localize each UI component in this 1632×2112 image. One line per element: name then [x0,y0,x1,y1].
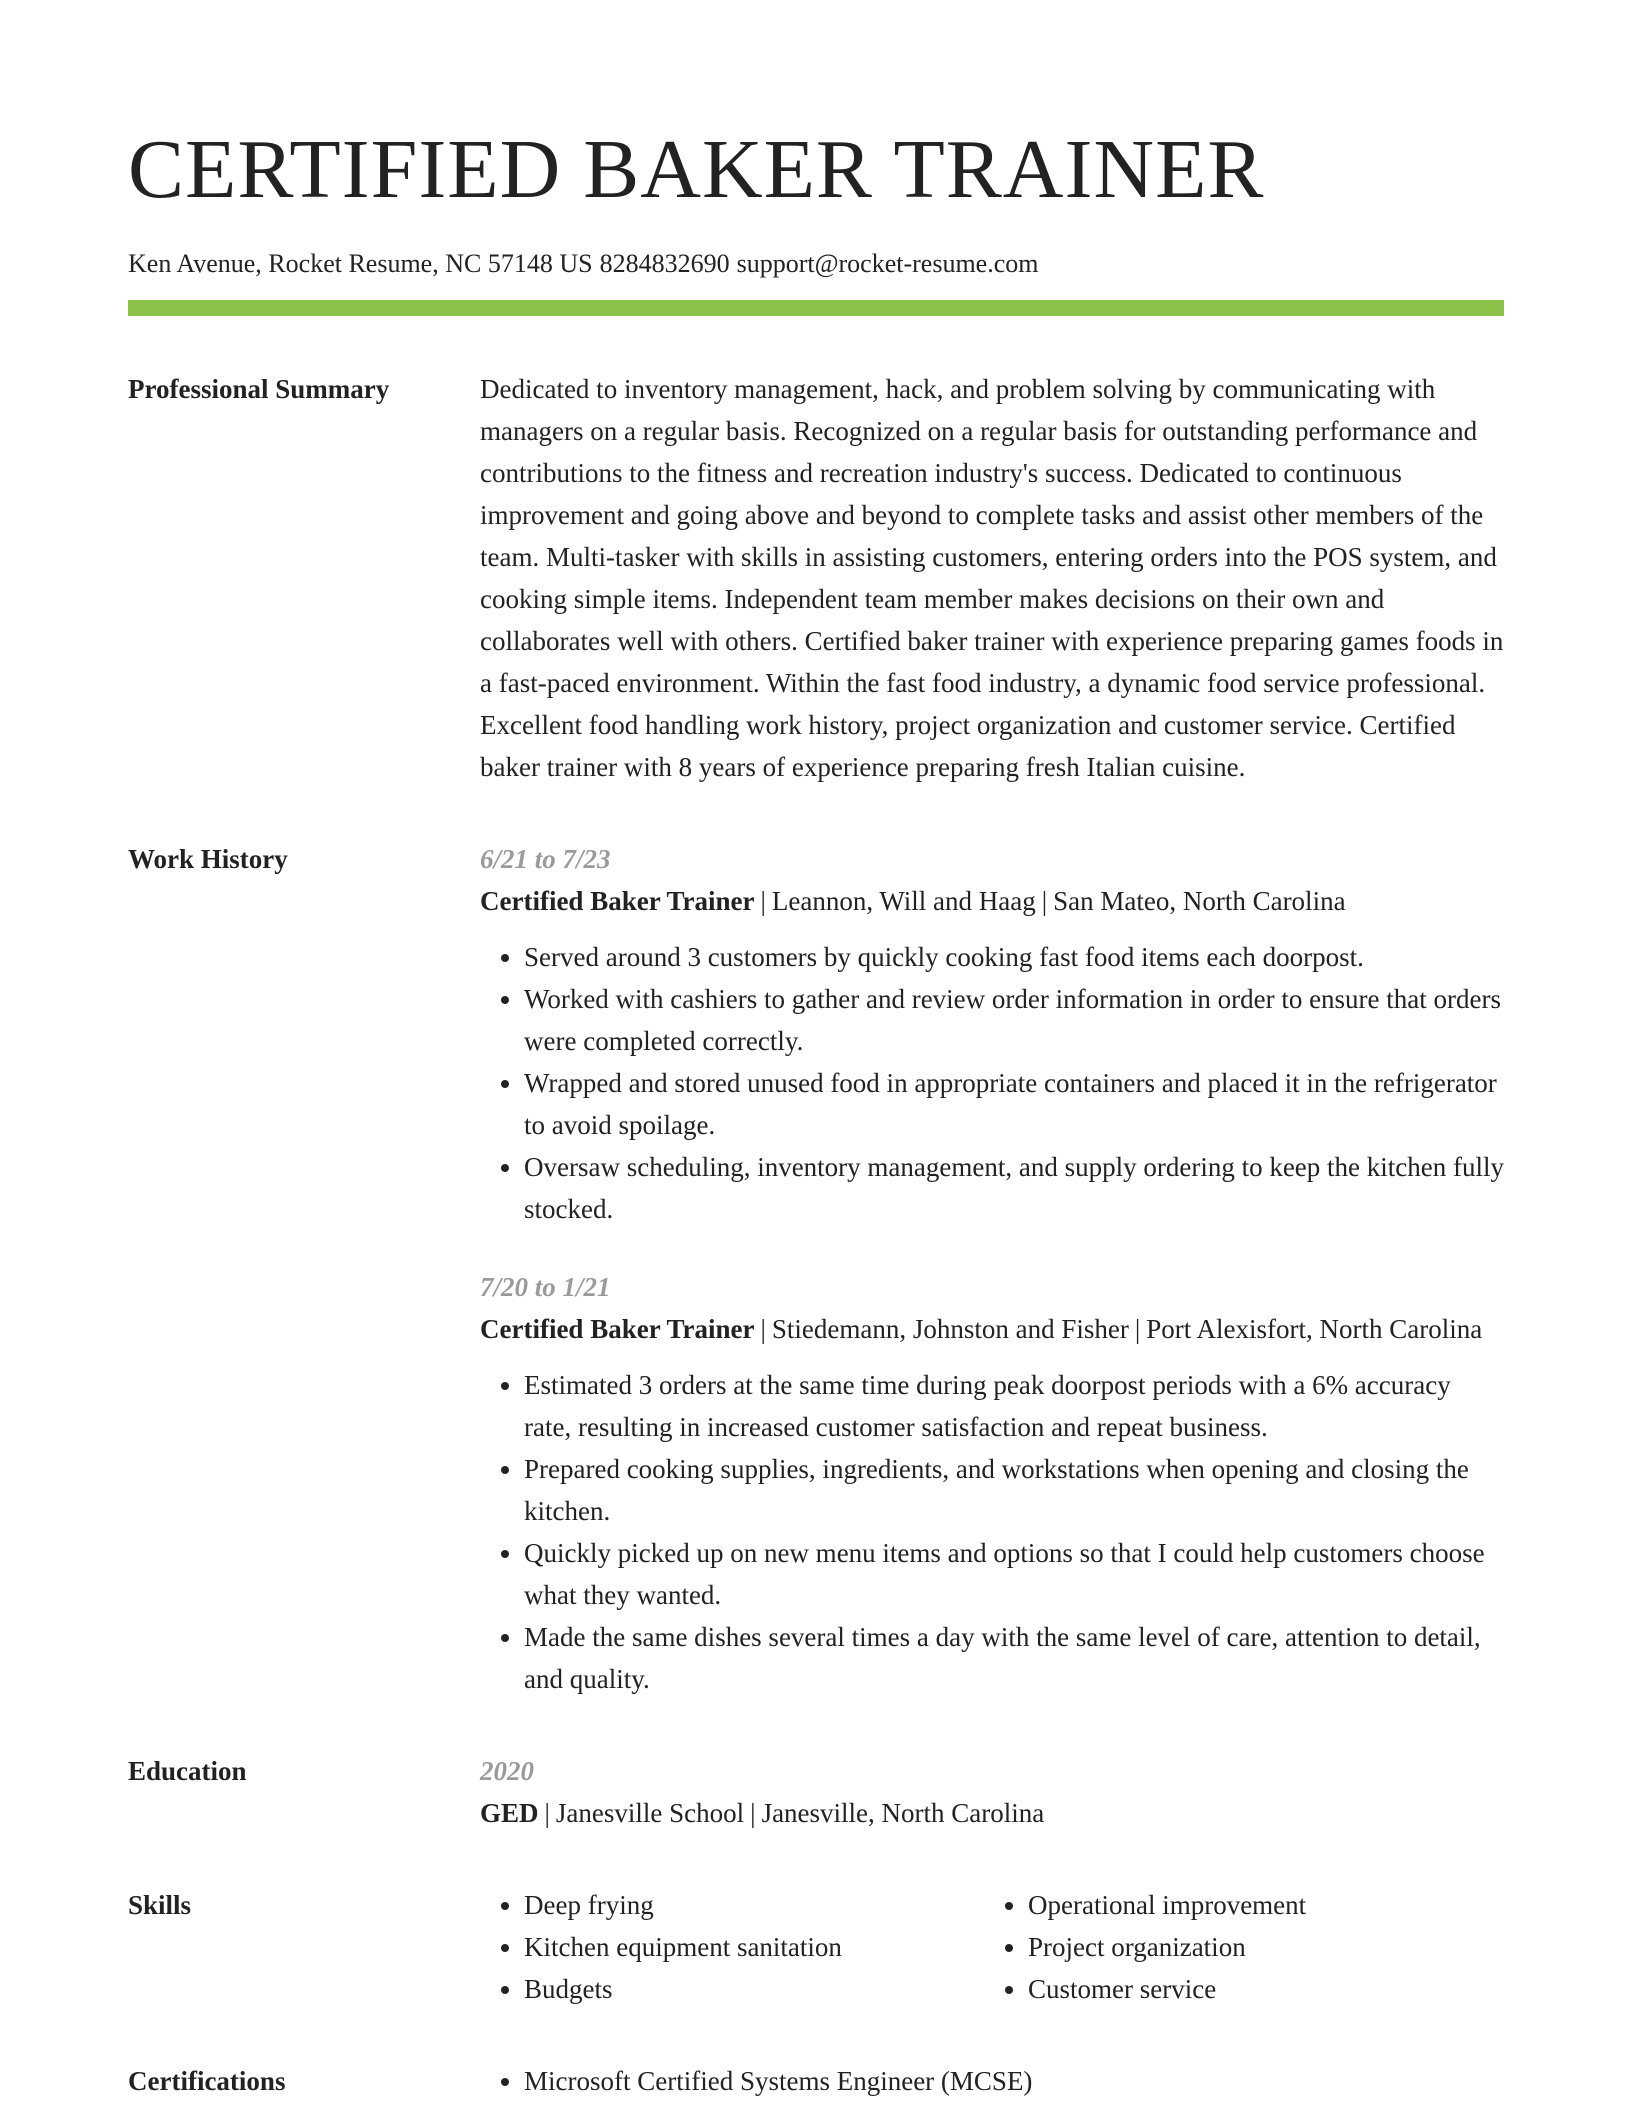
accent-divider [128,300,1504,316]
skills-column [984,1884,1488,2010]
job-bullet: • Oversaw scheduling, inventory management, and supply ordering to keep the kitchen fully stocked. [524,1146,1504,1230]
job-title: Certified Baker Trainer [480,886,755,916]
job-location: San Mateo, North Carolina [1053,886,1346,916]
job-bullet: • Worked with cashiers to gather and review order information in order to ensure that orders were completed correctly. [524,978,1504,1062]
work-history-section [128,838,1504,1700]
education-location: Janesville, North Carolina [761,1798,1045,1828]
section-label: Work History [128,844,288,874]
section-body [480,838,1504,1700]
job-bullet: • Quickly picked up on new menu items and options so that I could help customers choose what they wanted. [524,1532,1504,1616]
education-degree: GED [480,1798,539,1828]
job-dates: 6/21 to 7/23 [480,844,611,874]
separator: | [760,886,766,916]
section-body [480,1884,1504,2010]
section-label: Education [128,1756,247,1786]
job-company: Stiedemann, Johnston and Fisher [771,1314,1129,1344]
job-location: Port Alexisfort, North Carolina [1146,1314,1483,1344]
summary-text: Dedicated to inventory management, hack, and problem solving by communicating with managers on a regular basis. Recognized on a regular basis for outstanding performance and contributions to the fitness and recreation industry's success. Dedicated to continuous improvement and going above and beyond to complete tasks and assist other members of the team. Multi-tasker with skills in assisting customers, entering orders into the POS system, and cooking simple items. Independent team member makes decisions on their own and collaborates well with others. Certified baker trainer with experience preparing games foods in a fast-paced environment. Within the fast food industry, a dynamic food service professional. Excellent food handling work history, project organization and customer service. Certified baker trainer with 8 years of experience preparing fresh Italian cuisine. [480,374,1504,782]
section-label: Certifications [128,2066,286,2096]
job-company: Leannon, Will and Haag [771,886,1036,916]
skills-section [128,1884,1504,2010]
skill-item: • Customer service [1028,1968,1488,2010]
resume-title: CERTIFIED BAKER TRAINER [128,123,1265,216]
separator: | [750,1798,756,1828]
section-label: Professional Summary [128,374,390,404]
job-bullets [480,1364,1504,1700]
separator: | [1134,1314,1141,1344]
contact-line [128,248,1504,280]
section-label: Skills [128,1890,192,1920]
job-bullet: • Served around 3 customers by quickly cooking fast food items each doorpost. [524,936,1504,978]
certification-item: • Microsoft Certified Systems Engineer (MCSE) [524,2060,1504,2102]
job-bullets [480,936,1504,1230]
education-school: Janesville School [555,1798,745,1828]
skills-column [480,1884,984,2010]
contact-email: support@rocket-resume.com [736,249,1039,278]
separator: | [760,1314,766,1344]
section-body [480,368,1504,788]
job-entry [480,838,1504,1230]
job-dates: 7/20 to 1/21 [480,1272,611,1302]
job-bullet: • Estimated 3 orders at the same time during peak doorpost periods with a 6% accuracy rate, resulting in increased customer satisfaction and repeat business. [524,1364,1504,1448]
job-bullet: • Made the same dishes several times a day with the same level of care, attention to detail, and quality. [524,1616,1504,1700]
skill-item: • Project organization [1028,1926,1488,1968]
education-section [128,1750,1504,1834]
separator: | [1041,886,1048,916]
skill-item: • Kitchen equipment sanitation [524,1926,984,1968]
job-bullet: • Prepared cooking supplies, ingredients, and workstations when opening and closing the kitchen. [524,1448,1504,1532]
resume-page [128,0,1504,2102]
skills-grid [480,1884,1504,2010]
education-heading [480,1792,1504,1834]
certification-list [480,2060,1504,2102]
professional-summary-section [128,368,1504,788]
job-entry [480,1266,1504,1700]
job-heading [480,1308,1504,1350]
contact-phone: 8284832690 [599,249,730,278]
separator: | [544,1798,550,1828]
skill-item: • Deep frying [524,1884,984,1926]
section-body [480,2060,1504,2102]
job-title: Certified Baker Trainer [480,1314,755,1344]
certifications-section [128,2060,1504,2102]
job-heading [480,880,1504,922]
section-body [480,1750,1504,1834]
job-bullet: • Wrapped and stored unused food in appropriate containers and placed it in the refrigerator to avoid spoilage. [524,1062,1504,1146]
education-year: 2020 [480,1756,534,1786]
skill-item: • Budgets [524,1968,984,2010]
contact-address: Ken Avenue, Rocket Resume, NC 57148 US [128,249,593,278]
skill-item: • Operational improvement [1028,1884,1488,1926]
